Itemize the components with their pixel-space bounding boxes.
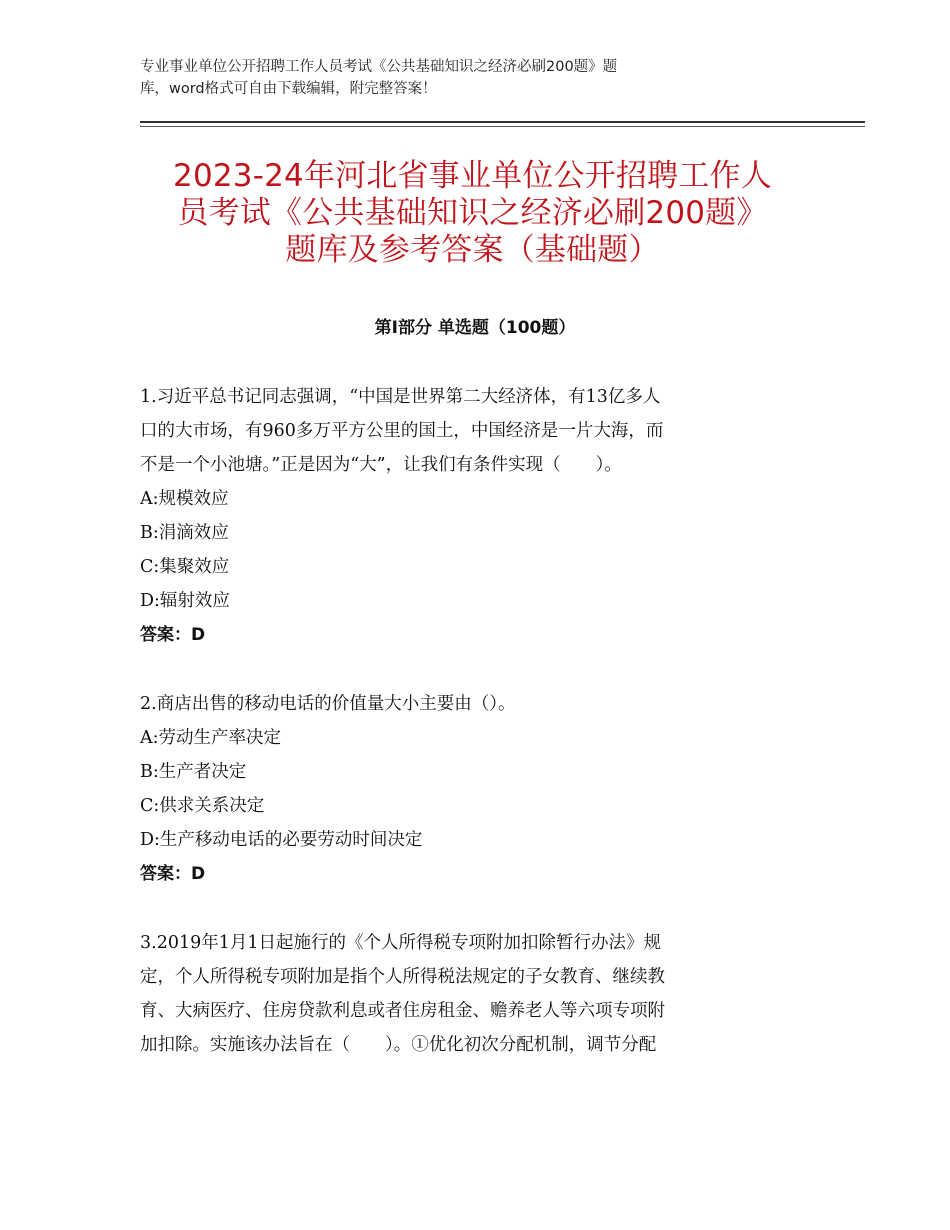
question-3	[140, 926, 805, 1062]
question-stem-line: 育、大病医疗、住房贷款利息或者住房租金、赡养老人等六项专项附	[140, 1001, 665, 1021]
option-c: C:供求关系决定	[140, 796, 265, 816]
question-1	[140, 380, 805, 652]
question-stem-line: 口的大市场，有960多万平方公里的国土，中国经济是一片大海，而	[140, 421, 664, 441]
question-stem-line: 定，个人所得税专项附加是指个人所得税法规定的子女教育、继续教	[140, 967, 665, 987]
section-title: 第Ⅰ部分 单选题（100题）	[374, 318, 576, 338]
title-line-1: 2023-24年河北省事业单位公开招聘工作人	[173, 158, 772, 194]
option-b: B:生产者决定	[140, 762, 247, 782]
question-stem-line: 1.习近平总书记同志强调，“中国是世界第二大经济体，有13亿多人	[140, 387, 661, 407]
option-c: C:集聚效应	[140, 557, 230, 577]
header-note-line-2: 库，word格式可自由下载编辑，附完整答案！	[140, 81, 437, 97]
header-note	[140, 56, 780, 100]
option-b: B:涓滴效应	[140, 523, 229, 543]
document-title	[140, 158, 805, 269]
question-stem-line: 不是一个小池塘。”正是因为“大”，让我们有条件实现（ ）。	[140, 455, 622, 475]
header-note-line-1: 专业事业单位公开招聘工作人员考试《公共基础知识之经济必刷200题》题	[140, 59, 618, 75]
question-stem-line: 2.商店出售的移动电话的价值量大小主要由（）。	[140, 694, 516, 714]
option-a: A:劳动生产率决定	[140, 728, 282, 748]
question-stem-line: 加扣除。实施该办法旨在（ ）。①优化初次分配机制，调节分配	[140, 1035, 657, 1055]
title-line-3: 题库及参考答案（基础题）	[285, 232, 660, 268]
header-rule-thin	[140, 126, 865, 127]
option-d: D:生产移动电话的必要劳动时间决定	[140, 830, 423, 850]
title-line-2: 员考试《公共基础知识之经济必刷200题》	[177, 195, 768, 231]
answer: 答案：D	[140, 625, 206, 645]
option-a: A:规模效应	[140, 489, 229, 509]
answer: 答案：D	[140, 864, 206, 884]
option-d: D:辐射效应	[140, 591, 230, 611]
question-stem-line: 3.2019年1月1日起施行的《个人所得税专项附加扣除暂行办法》规	[140, 933, 661, 953]
header-rule-thick	[140, 121, 865, 123]
question-2	[140, 687, 805, 891]
